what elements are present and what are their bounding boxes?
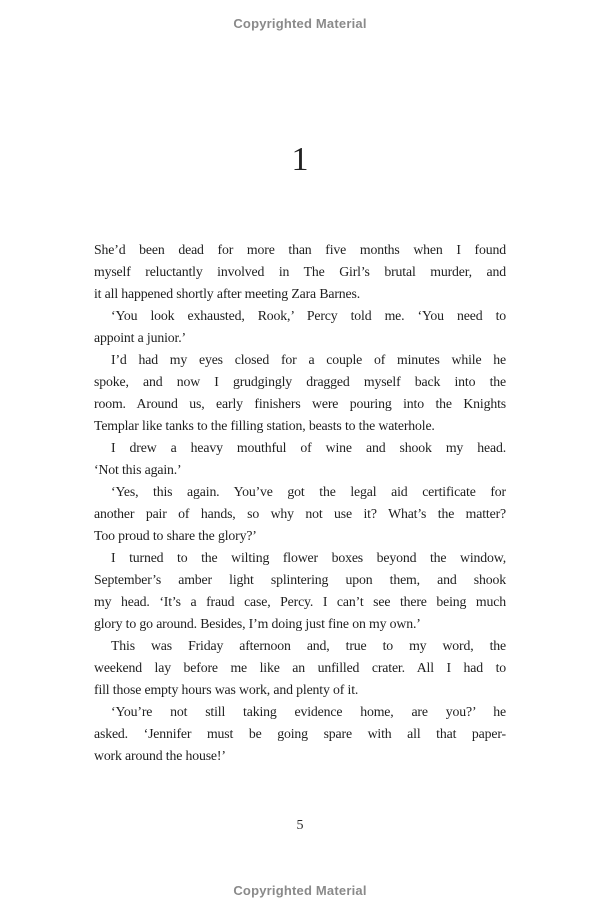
text-line: ‘Yes, this again. You’ve got the legal aid certificate for <box>111 484 506 499</box>
text-line: asked. ‘Jennifer must be going spare with all that paper- <box>94 726 506 741</box>
text-line: ‘Not this again.’ <box>94 462 182 477</box>
text-line: I turned to the wilting flower boxes beyond the window, <box>111 550 506 565</box>
text-line: I’d had my eyes closed for a couple of minutes while he <box>111 352 506 367</box>
text-line: fill those empty hours was work, and plenty of it. <box>94 682 359 697</box>
text-line: I drew a heavy mouthful of wine and shook my head. <box>111 440 506 455</box>
body-text <box>94 239 506 767</box>
text-line: This was Friday afternoon and, true to my word, the <box>111 638 506 653</box>
text-line: ‘You look exhausted, Rook,’ Percy told me. ‘You need to <box>111 308 506 323</box>
chapter-number: 1 <box>291 141 309 178</box>
text-line: myself reluctantly involved in The Girl’s brutal murder, and <box>94 264 506 279</box>
text-line: Templar like tanks to the filling station, beasts to the waterhole. <box>94 418 435 433</box>
text-line: room. Around us, early finishers were pouring into the Knights <box>94 396 506 411</box>
copyright-notice-bottom: Copyrighted Material <box>233 883 367 898</box>
text-line: glory to go around. Besides, I’m doing just fine on my own.’ <box>94 616 421 631</box>
text-line: my head. ‘It’s a fraud case, Percy. I can’t see there being much <box>94 594 506 609</box>
text-line: it all happened shortly after meeting Zara Barnes. <box>94 286 361 301</box>
text-line: weekend lay before me like an unfilled crater. All I had to <box>94 660 506 675</box>
text-line: ‘You’re not still taking evidence home, are you?’ he <box>111 704 506 719</box>
text-line: another pair of hands, so why not use it? What’s the matter? <box>94 506 506 521</box>
text-line: appoint a junior.’ <box>94 330 186 345</box>
text-line: She’d been dead for more than five months when I found <box>94 242 506 257</box>
text-line: September’s amber light splintering upon them, and shook <box>94 572 506 587</box>
text-line: Too proud to share the glory?’ <box>94 528 257 543</box>
text-line: work around the house!’ <box>94 748 226 763</box>
text-line: spoke, and now I grudgingly dragged myself back into the <box>94 374 506 389</box>
copyright-notice-top: Copyrighted Material <box>233 16 367 31</box>
page-number: 5 <box>296 818 304 833</box>
